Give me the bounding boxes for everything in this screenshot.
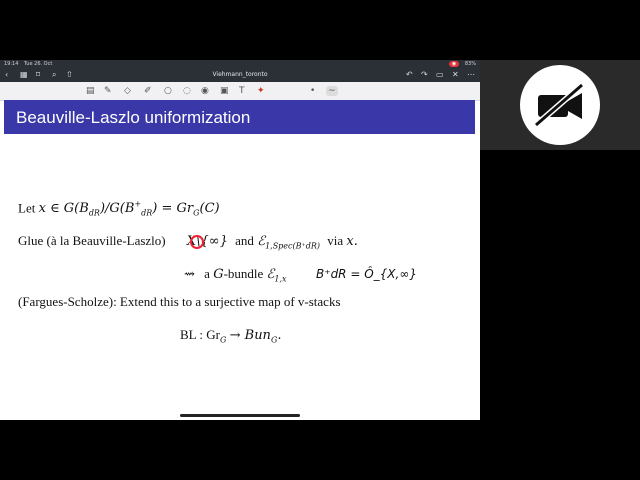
pen-icon[interactable]: ✎ [104,86,112,96]
status-left [4,61,52,67]
line5-formula: → Bun$_G$. [229,328,282,345]
slide-title-bar [4,100,475,134]
line-5: BL : $Gr_G \to Bun_G$. [180,327,282,345]
line1-prefix: Let [18,200,36,216]
stroke-style-icon[interactable]: ~ [328,86,336,96]
line2-via: via [327,233,344,248]
line2-formula-a: X\{∞} [186,234,228,249]
line2-text: Glue (à la Beauville-Laszlo) [18,233,166,248]
grid-icon[interactable]: ▦ [20,70,28,79]
line3-e: ℰ$_{1,x}$ [266,267,287,284]
text-icon[interactable]: T [239,86,245,96]
nav-bar [0,68,480,82]
line2-x: x. [346,234,358,249]
eraser-icon[interactable]: ◇ [124,86,131,96]
line-1 [18,200,220,218]
home-indicator[interactable] [180,414,300,417]
status-right [449,61,476,67]
line2-and: and [235,233,254,248]
recording-indicator: ◉ [449,61,459,67]
drawing-toolbar [0,82,480,101]
line3-bundle: -bundle [223,266,264,281]
pointer-cursor [190,235,204,249]
undo-icon[interactable]: ↶ [406,70,413,79]
comment-icon[interactable]: ◌ [183,86,191,96]
bookmark-icon[interactable]: ⌑ [36,70,41,79]
back-icon[interactable]: ‹ [5,70,9,79]
status-date: Tue 26. Oct [24,61,53,67]
more-icon[interactable]: ⋯ [467,70,475,79]
color-dot-icon[interactable]: • [310,86,316,96]
search-icon[interactable]: ⌕ [52,70,57,79]
squiggle-arrow: ⇝ [184,267,195,282]
line5-text: BL : Gr [180,327,220,342]
page-icon[interactable]: ▭ [436,70,444,79]
share-icon[interactable]: ⇧ [66,70,73,79]
line3-g: G [213,267,224,282]
close-icon[interactable]: ✕ [452,70,459,79]
handwritten-note [316,258,417,288]
line-2 [18,233,358,251]
video-off-icon [520,65,600,145]
line1-formula: x ∈ $G(B_{dR})/G(B^+_{dR}) = Gr_G(C)$ [38,200,220,218]
reader-icon[interactable]: ▤ [86,86,95,96]
line3-text: a [204,266,210,281]
redo-icon[interactable]: ↷ [421,70,428,79]
status-time: 19:14 [4,61,19,67]
eye-icon[interactable]: ◉ [201,86,209,96]
line-4: (Fargues-Scholze): Extend this to a surjective map of v-stacks [18,294,341,309]
slide-title: Beauville-Laszlo uniformization [16,108,251,127]
lasso-icon[interactable]: ○ [164,86,172,96]
video-off-circle [520,65,600,145]
line2-formula-b: ℰ$_{1,Spec(B^+dR)}$ [257,234,320,251]
slide [4,100,475,420]
highlighter-icon[interactable]: ✐ [144,86,152,96]
status-bar [0,60,480,68]
image-icon[interactable]: ▣ [220,86,229,96]
document-title: Viehmann_toronto [212,71,268,78]
ipad-screen [0,60,480,420]
handwriting-text: B⁺dR = Ô_{X,∞} [316,267,417,281]
battery-level: 83% [464,61,476,67]
laser-pointer-icon[interactable]: ✦ [257,86,265,96]
line-3 [184,266,287,284]
